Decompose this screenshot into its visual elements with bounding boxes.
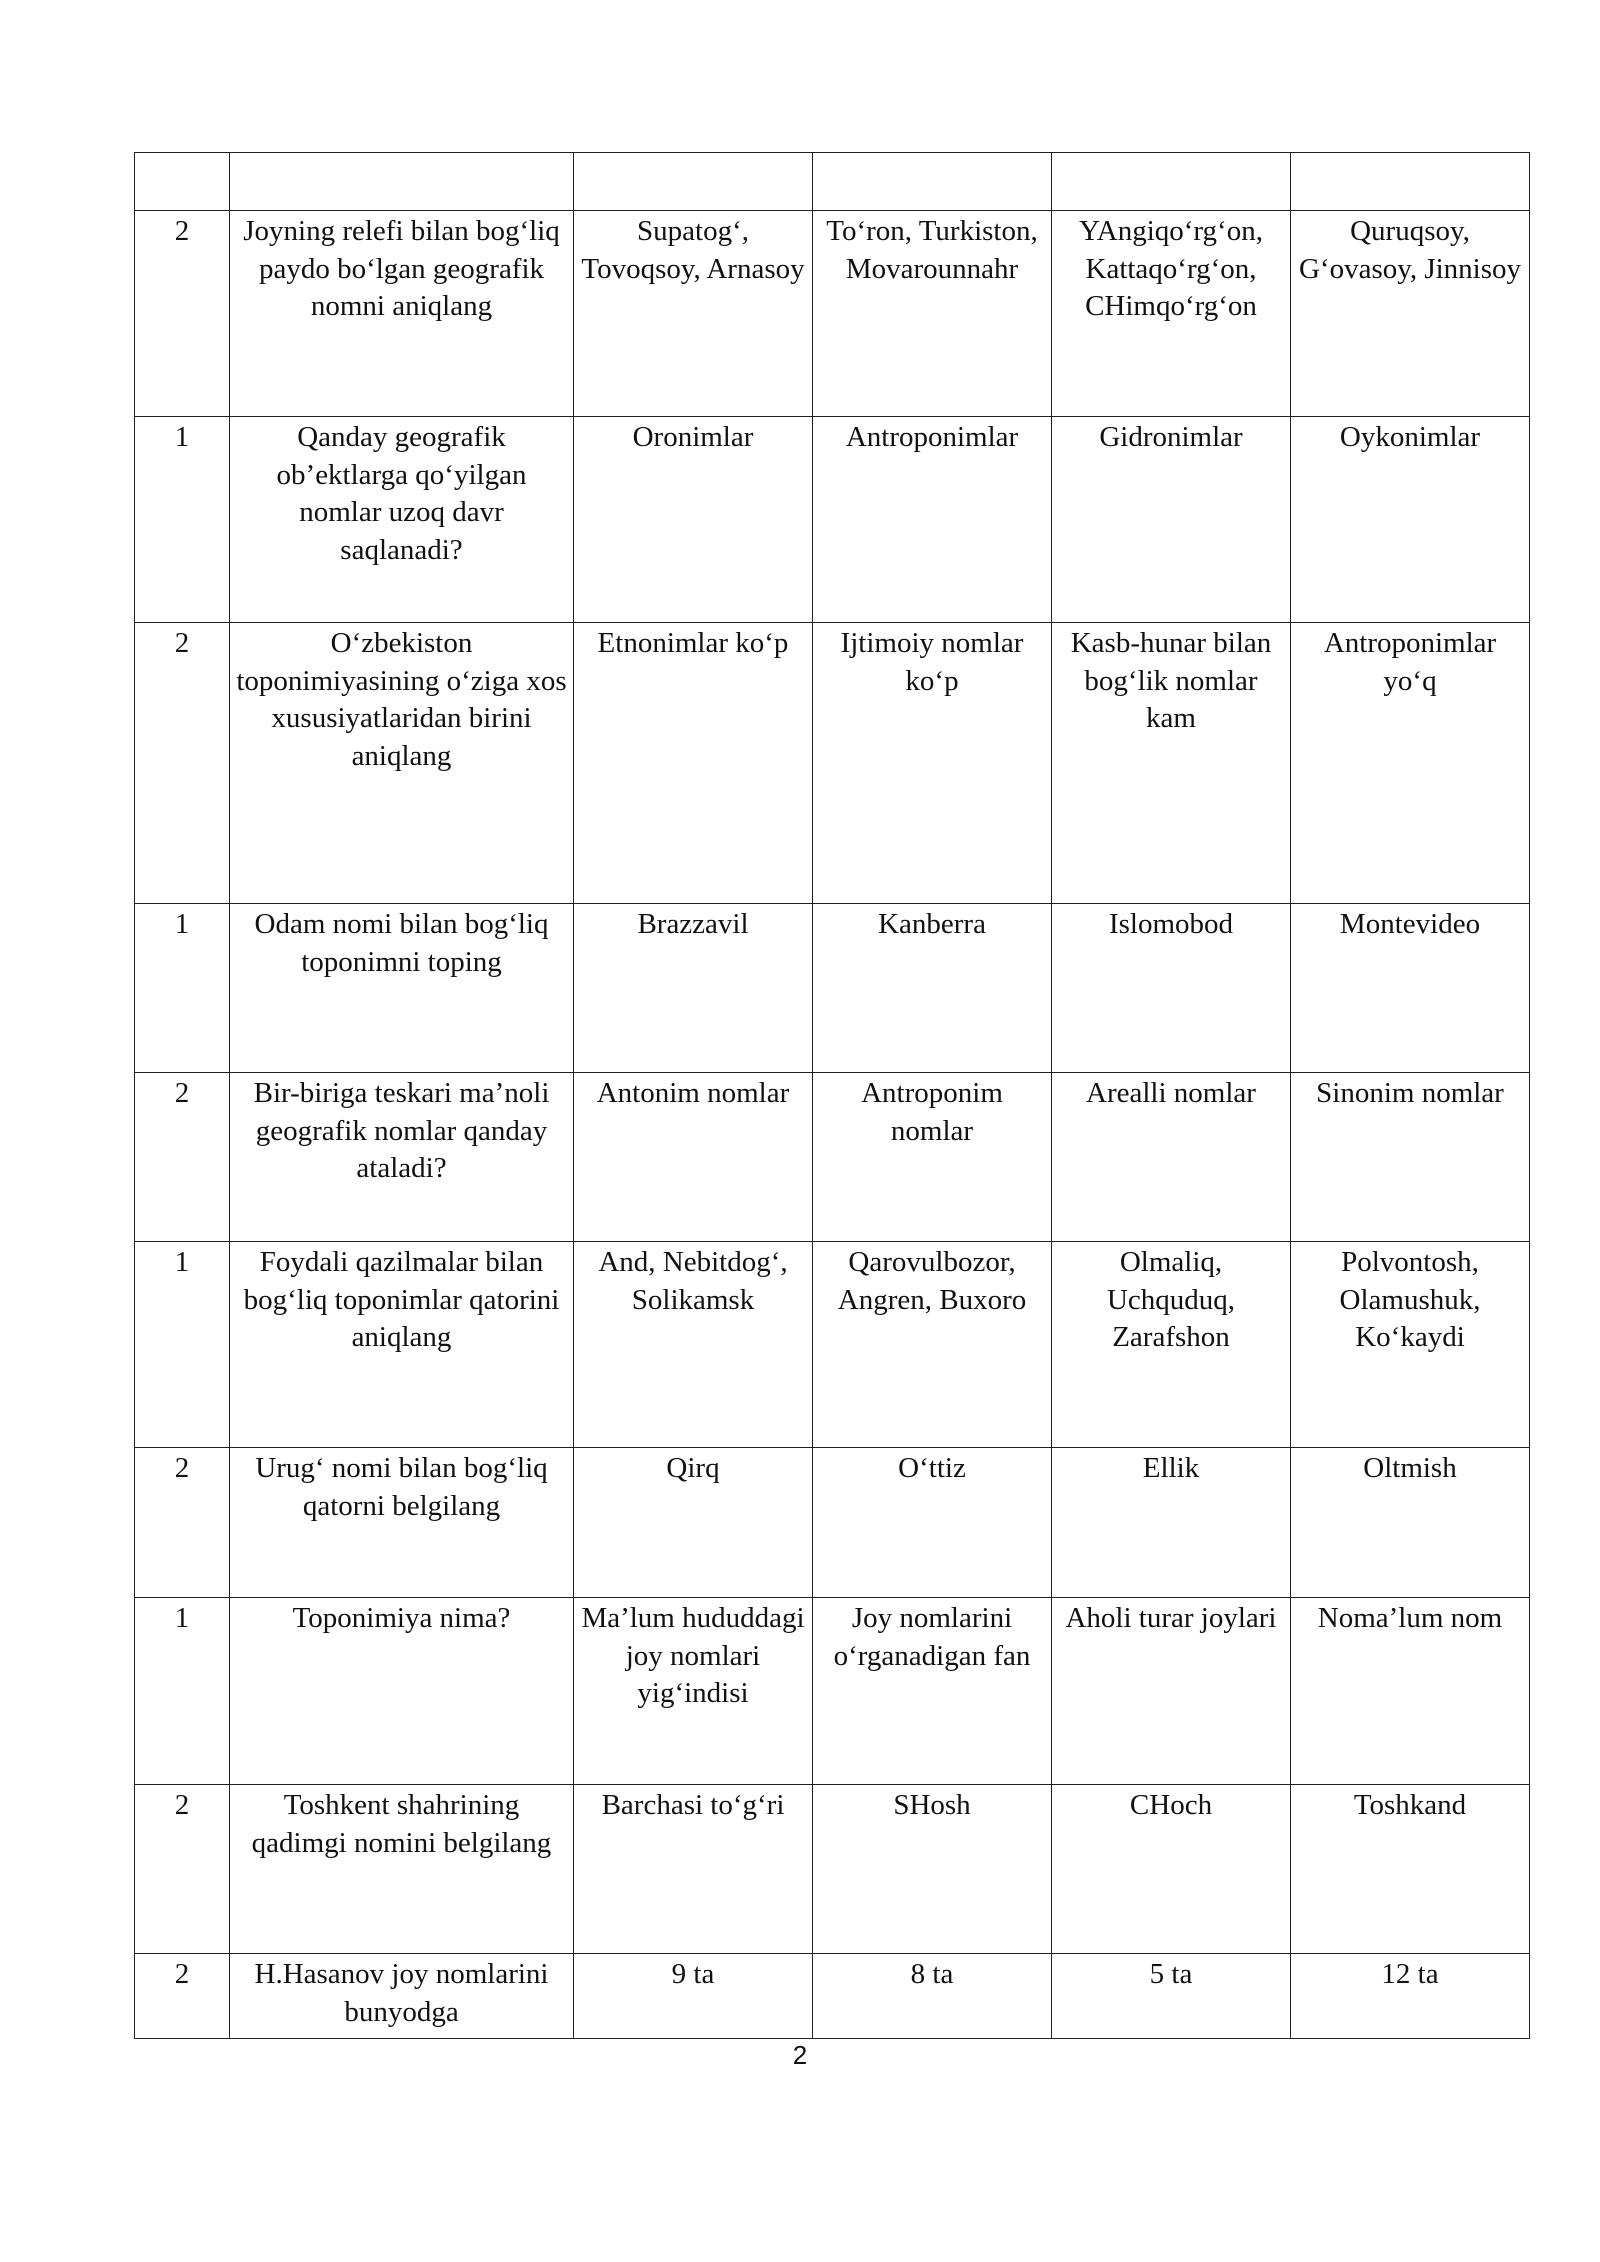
quiz-table <box>134 152 1530 2039</box>
score-cell: 1 <box>135 1598 230 1785</box>
header-cell <box>1052 153 1291 211</box>
option-cell: Olmaliq, Uchquduq, Zarafshon <box>1052 1242 1291 1448</box>
option-cell: Ellik <box>1052 1448 1291 1598</box>
option-cell: SHosh <box>813 1785 1052 1954</box>
question-cell: Bir-biriga teskari ma’noli geografik nomlar qanday ataladi? <box>230 1073 574 1242</box>
option-cell: 9 ta <box>574 1954 813 2039</box>
option-cell: Supatog‘, Tovoqsoy, Arnasoy <box>574 211 813 417</box>
table-row <box>135 1073 1530 1242</box>
option-cell: 5 ta <box>1052 1954 1291 2039</box>
table-row <box>135 417 1530 623</box>
question-cell: H.Hasanov joy nomlarini bunyodga <box>230 1954 574 2039</box>
option-cell: Polvontosh, Olamushuk, Ko‘kaydi <box>1291 1242 1530 1448</box>
option-cell: Kanberra <box>813 904 1052 1073</box>
score-cell: 2 <box>135 623 230 904</box>
option-cell: Islomobod <box>1052 904 1291 1073</box>
question-cell: Toshkent shahrining qadimgi nomini belgilang <box>230 1785 574 1954</box>
question-cell: Qanday geografik ob’ektlarga qo‘yilgan nomlar uzoq davr saqlanadi? <box>230 417 574 623</box>
table-row <box>135 1448 1530 1598</box>
header-row <box>135 153 1530 211</box>
option-cell: Montevideo <box>1291 904 1530 1073</box>
table-row <box>135 904 1530 1073</box>
option-cell: Arealli nomlar <box>1052 1073 1291 1242</box>
question-cell: O‘zbekiston toponimiyasining o‘ziga xos xususiyatlaridan birini aniqlang <box>230 623 574 904</box>
question-cell: Toponimiya nima? <box>230 1598 574 1785</box>
option-cell: Etnonimlar ko‘p <box>574 623 813 904</box>
header-cell <box>230 153 574 211</box>
option-cell: Sinonim nomlar <box>1291 1073 1530 1242</box>
option-cell: 12 ta <box>1291 1954 1530 2039</box>
option-cell: Qirq <box>574 1448 813 1598</box>
header-cell <box>1291 153 1530 211</box>
header-cell <box>135 153 230 211</box>
score-cell: 2 <box>135 1073 230 1242</box>
option-cell: Ma’lum hududdagi joy nomlari yig‘indisi <box>574 1598 813 1785</box>
score-cell: 2 <box>135 1954 230 2039</box>
option-cell: Gidronimlar <box>1052 417 1291 623</box>
question-cell: Foydali qazilmalar bilan bog‘liq toponimlar qatorini aniqlang <box>230 1242 574 1448</box>
table-row <box>135 1785 1530 1954</box>
score-cell: 2 <box>135 211 230 417</box>
option-cell: Qarovulbozor, Angren, Buxoro <box>813 1242 1052 1448</box>
option-cell: Toshkand <box>1291 1785 1530 1954</box>
option-cell: To‘ron, Turkiston, Movarounnahr <box>813 211 1052 417</box>
table-row <box>135 1598 1530 1785</box>
table-row <box>135 1954 1530 2039</box>
header-cell <box>574 153 813 211</box>
option-cell: Aholi turar joylari <box>1052 1598 1291 1785</box>
option-cell: Kasb-hunar bilan bog‘lik nomlar kam <box>1052 623 1291 904</box>
option-cell: Oykonimlar <box>1291 417 1530 623</box>
option-cell: Ijtimoiy nomlar ko‘p <box>813 623 1052 904</box>
question-cell: Joyning relefi bilan bog‘liq paydo bo‘lgan geografik nomni aniqlang <box>230 211 574 417</box>
option-cell: Antonim nomlar <box>574 1073 813 1242</box>
quiz-table-body <box>135 153 1530 2039</box>
option-cell: CHoch <box>1052 1785 1291 1954</box>
option-cell: 8 ta <box>813 1954 1052 2039</box>
option-cell: And, Nebitdog‘, Solikamsk <box>574 1242 813 1448</box>
option-cell: YAngiqo‘rg‘on, Kattaqo‘rg‘on, CHimqo‘rg‘on <box>1052 211 1291 417</box>
option-cell: Antroponimlar yo‘q <box>1291 623 1530 904</box>
option-cell: Antroponimlar <box>813 417 1052 623</box>
score-cell: 2 <box>135 1448 230 1598</box>
score-cell: 2 <box>135 1785 230 1954</box>
option-cell: Joy nomlarini o‘rganadigan fan <box>813 1598 1052 1785</box>
option-cell: O‘ttiz <box>813 1448 1052 1598</box>
option-cell: Brazzavil <box>574 904 813 1073</box>
table-row <box>135 1242 1530 1448</box>
header-cell <box>813 153 1052 211</box>
question-cell: Urug‘ nomi bilan bog‘liq qatorni belgilang <box>230 1448 574 1598</box>
option-cell: Antroponim nomlar <box>813 1073 1052 1242</box>
question-cell: Odam nomi bilan bog‘liq toponimni toping <box>230 904 574 1073</box>
table-row <box>135 211 1530 417</box>
option-cell: Oltmish <box>1291 1448 1530 1598</box>
option-cell: Noma’lum nom <box>1291 1598 1530 1785</box>
score-cell: 1 <box>135 417 230 623</box>
option-cell: Quruqsoy, G‘ovasoy, Jinnisoy <box>1291 211 1530 417</box>
table-row <box>135 623 1530 904</box>
option-cell: Oronimlar <box>574 417 813 623</box>
page-number: 2 <box>792 2040 808 2070</box>
option-cell: Barchasi to‘g‘ri <box>574 1785 813 1954</box>
score-cell: 1 <box>135 904 230 1073</box>
score-cell: 1 <box>135 1242 230 1448</box>
